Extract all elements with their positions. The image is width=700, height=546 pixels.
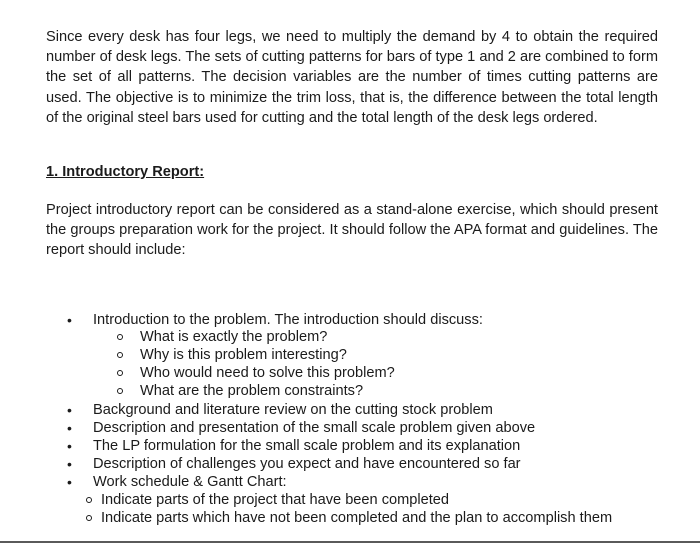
sub-list-item: Indicate parts which have not been completed and the plan to accomplish them xyxy=(101,510,613,526)
circle-bullet-icon xyxy=(86,515,92,521)
list-item: Background and literature review on the cutting stock problem xyxy=(93,402,493,418)
list-item: Description and presentation of the small scale problem given above xyxy=(93,420,536,436)
circle-bullet-icon xyxy=(117,334,123,340)
circle-bullet-icon xyxy=(117,352,123,358)
sub-list-item: What is exactly the problem? xyxy=(140,329,328,345)
sub-list-item: Who would need to solve this problem? xyxy=(140,365,395,381)
list-item: Introduction to the problem. The introduction should discuss: xyxy=(93,312,483,328)
bottom-border-line xyxy=(0,541,700,543)
bullet-dot-icon: • xyxy=(67,420,72,436)
circle-bullet-icon xyxy=(117,388,123,394)
bullet-dot-icon: • xyxy=(67,438,72,454)
bullet-dot-icon: • xyxy=(67,312,72,328)
bullet-dot-icon: • xyxy=(67,474,72,490)
sub-list-item: Indicate parts of the project that have been completed xyxy=(101,492,450,508)
bullet-dot-icon: • xyxy=(67,402,72,418)
section-heading-introductory-report: 1. Introductory Report: xyxy=(46,164,205,180)
circle-bullet-icon xyxy=(86,497,92,503)
circle-bullet-icon xyxy=(117,370,123,376)
list-item: The LP formulation for the small scale problem and its explanation xyxy=(93,438,521,454)
list-item: Description of challenges you expect and have encountered so far xyxy=(93,456,521,472)
paragraph-introductory-report: Project introductory report can be considered as a stand-alone exercise, which should present the groups preparation work for the project. It should follow the APA format and guidelines. The report should include: xyxy=(46,202,658,259)
paragraph-desk-legs: Since every desk has four legs, we need to multiply the demand by 4 to obtain the required number of desk legs. The sets of cutting patterns for bars of type 1 and 2 are combined to form the set of all patterns. The decision variables are the number of times cutting patterns are used. The objective is to minimize the trim loss, that is, the difference between the total length of the original steel bars used for cutting and the total length of the desk legs ordered. xyxy=(46,29,658,126)
bullet-dot-icon: • xyxy=(67,456,72,472)
sub-list-item: Why is this problem interesting? xyxy=(140,347,347,363)
list-item: Work schedule & Gantt Chart: xyxy=(93,474,287,490)
sub-list-item: What are the problem constraints? xyxy=(140,383,364,399)
